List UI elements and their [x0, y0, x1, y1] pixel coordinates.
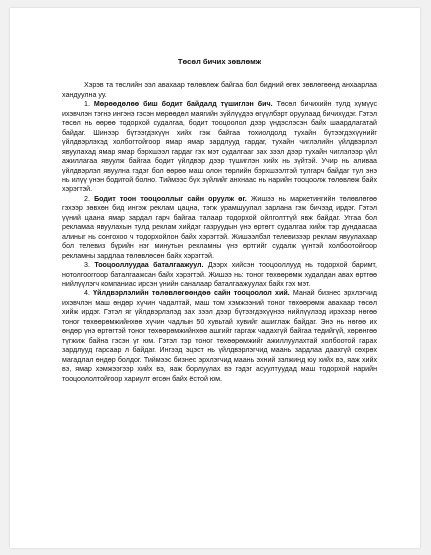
list-item-3 — [62, 261, 377, 289]
item-body: Жишээ нь маркетингийн төлөвлөгөө гэхээр зөвхөн бид ингэж реклам цацна, тэгж урамшуулал зарлана гэж бичээд ирдэг. Гэтэл үүний цаана ямар зардал гарч байгаа талаар тодорхой ойлголттүй явж байдаг. Уггаа бол рекламаа явуулахын тулд реклам хийдэг газруудын үнэ өртөгт судалгаа хийж тэр дундаасаа алиныг нь сонгохоо ч тодорхойлон байх хэрэгтэй. Жишээлбэл телевизээр реклам явуулахаар бол телевиз бүрийн нэг минутын рекламны үнэ өртгийг судалж үүнтэй холбоотойгоор рекламны зардлаа төлөвлөсөн байх хэрэгтэй. — [62, 194, 377, 260]
list-item-4 — [62, 289, 377, 384]
item-heading: Тооцооллуудаа баталгаажуул. — [94, 261, 204, 270]
document-page — [10, 8, 420, 548]
item-number: 4. — [84, 289, 90, 298]
item-number: 1. — [84, 100, 90, 109]
item-heading: Мөрөөдөлөө биш бодит байдалд түшиглэн бич. — [93, 100, 273, 109]
item-body: Дээрх хийсэн тооцооллууд нь тодорхой баримт, нотолгооггоор баталгаажсан байх хэрэгтэй. Жишээ нь: тоног төхөөрөмж худалдан авах өртгөө нийлүүлэгч компаниас ирсэн үнийн саналаар баталгаажуулах байх гэх мэт. — [62, 261, 377, 288]
item-number: 3. — [84, 261, 90, 270]
intro-paragraph: Хэрэв та төслийн ээл авахаар төлөвлөж байгаа бол бидний өгөх зөвлөгөөнд анхаарлаа хандуулна уу. — [62, 81, 377, 99]
item-number: 2. — [84, 194, 90, 203]
list-item-1 — [62, 100, 377, 195]
document-title: Төсөл бичих зөвлөмж — [177, 57, 262, 66]
document-content — [62, 57, 377, 384]
item-heading: Үйлдвэрлэлийн төлөвлөгөөндөө сайн тооцоолол хий. — [93, 289, 290, 298]
item-heading: Бодит тоон тооцооллыг сайн оруулж өг. — [94, 194, 247, 203]
list-item-2 — [62, 195, 377, 261]
item-body: Төсөл бичихийн тулд хүмүүс ихэвчлэн тэгнэ ингэнэ гэсэн мөрөөдөл маягийн зүйлүүдээ өгүүлбэрт оруулаад бичихүдэг. Гэтэл төсөл нь өөрөө тодорхой судалгаа, бодит тооцоолол дээр үндэслэсэн байх шаардлагатай байдаг. Шинээр бүтээгдэхүүн хийх гэж байгаа тохиолдолд тухайн бүтээгдэхүүнийг үйлдвэрлэхэд холбогтойгоор ямар ямар зардлууд гардаг, тухайн чиглэлийн үйлдвэрлэл явуулахад ямар ямар бэрхшээл гардаг гэх мэт судалгааг зах зээл дээр тухайн чиглэлээр үйл ажиллагаа явуулж байгаа бодит үйлдвэр дээр түшиглэн хийх нь зүйтэй. Учир нь аливаа үйлдвэрлэл явуулна гэдэг бол өөрөө маш олон төрлийн бэрхшээлтэй тулгарч байдаг тул энэ нь илүү үнэн бодитой болно. Тиймээс бүх зүйлийг анхнаас нь нарийн тооцоолж төлөвлөж байх хэрэгтэй. — [62, 100, 377, 194]
item-body: Манай бизнес эрхлэгчид ихэвчлэн маш өндөр хүчин чадалтай, маш том хэмжээний тоног төхөөрөмж авахаар төсөл хийж ирдэг. Гэтэл яг үйлдвэрлэлэд зах зээл дээр бүтээгдэхүүнээ нийлүүлээд ирэхээр нөгөө тоног төхөөрөмжийнхөө хүчин чадлын 50 хувьтай хувийг ашиглаж байдаг. Энэ нь нөгөө их өндөр үнэ өртөгтэй тоног төхөөрөмжийнхөө ашгийг гаргаж чадахгүй байгаа тедийгүй, хөрөнгөө түгжиж байна гэсэн үг юм. Гэтэл тэр тоног төхөөрөмжийг ажиллуулахтай холбоотой гарах зардлууд гарсаар л байдаг. Ингээд эцэст нь үйлдвэрлэгчид маань зардлаа даахгүй сөхрөх магадлал өндөр болдог. Тиймээс бизнес эрхлэгчид маань эхний зэлжинд юу хийх вэ, яаж хийх вэ, ямар хэмжээгээр хийх вэ, яаж борлуулах вэ гэдэг асуултуудад маш тодорхой нарийн тооцоололтойгоор хариулт өгсөн байх ёстой юм. — [62, 289, 377, 383]
